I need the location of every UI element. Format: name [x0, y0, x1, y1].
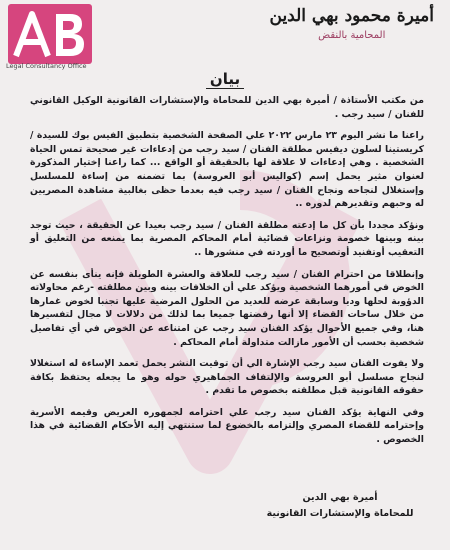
firm-block: [270, 6, 435, 41]
signature-name: أميرة بهي الدين: [302, 492, 378, 503]
document-title: بيان: [206, 70, 244, 89]
statement-body: [30, 94, 424, 455]
firm-logo-icon: [8, 4, 92, 64]
logo-caption: Legal Consultancy Office: [6, 62, 87, 70]
paragraph: وإنطلاقا من احترام الفنان / سيد رجب للعلاقة والعشرة الطويلة فإنه ينأى بنفسه عن الخوض في أمورهما الشخصية ويؤكد علي أن الخلافات بينه وبين مطلقته -رغم محاولاته الدؤوبة لحلها وديا وسابقة عرضه للعديد من الحلول المرضية عليها تجنبا لخوض غمارها من خلال ساحات القضاء إلا أنها رفضتها جميعا بما لذلك من دلالات لا مجال لتفسيرها هنا، وفي جميع الأحوال يؤكد الفنان سيد رجب عن امتناعه عن الخوض في أي تفاصيل شخصية بحسب أن الأمور مازالت متداولة أمام المحاكم .: [30, 268, 424, 348]
paragraph: وفي النهاية يؤكد الفنان سيد رجب علي احترامه لجمهوره العريض وقيمه الأسرية وإحترامه للقضاء المصري وإلتزامه بالخضوع لما ستنتهي إليه الأحكام القضائية في هذا الخصوص .: [30, 406, 424, 446]
paragraph: ولا يفوت الفنان سيد رجب الإشارة الي أن توقيت النشر يحمل تعمد الإساءة له استغلالا لنجاح مسلسل أبو العروسة والإلتفاف الجماهيري حوله وهو ما يجعله يحتفظ بكافة حقوقه القانونية قبل مطلقته بخصوص ما تقدم .: [30, 358, 424, 397]
paragraph: من مكتب الأستاذة / أميرة بهي الدين للمحاماة والإستشارات القانونية الوكيل القانوني للفنان / سيد رجب .: [30, 95, 424, 120]
letterhead: [0, 0, 450, 74]
paragraph: ونؤكد مجددا بأن كل ما إدعته مطلقة الفنان / سيد رجب بعيدا عن الحقيقة ، حيث توجد بينه وبينها خصومة ونزاعات قضائية أمام المحاكم المصرية بما يمنعه من التعليق أو التعقيب أوتفنيد أوتصحيح ما أوردته في منشورها ..: [30, 219, 424, 258]
paragraph: راعنا ما نشر اليوم ٢٣ مارس ٢٠٢٢ علي الصفحة الشخصية بتطبيق الفيس بوك للسيدة / كريستينا لسلون ديفيس مطلقة الفنان / سيد رجب من إدعاءات غير صحيحة تمس الحياة الشخصية . وهي إدعاءات لا علاقة لها بالحقيقة أو الواقع ... كما راعنا إختيار المذكورة لعنوان مثير يحمل إسم (كواليس أبو العروسة) بما تضمنه من إساءة للمسلسل وإستغلال لنجاحه ونجاح الفنان / سيد رجب فيه بعدما حظى بغالبية مشاهدة المصريين له وحبهم وتقديرهم لدوره ..: [30, 130, 425, 210]
signature-block: [255, 490, 425, 522]
signature-office: للمحاماة والإستشارات القانونية: [266, 508, 414, 519]
document-title-wrap: [0, 70, 450, 88]
firm-name: أميرة محمود بهي الدين: [269, 6, 434, 26]
firm-subtitle: المحامية بالنقض: [318, 30, 386, 41]
